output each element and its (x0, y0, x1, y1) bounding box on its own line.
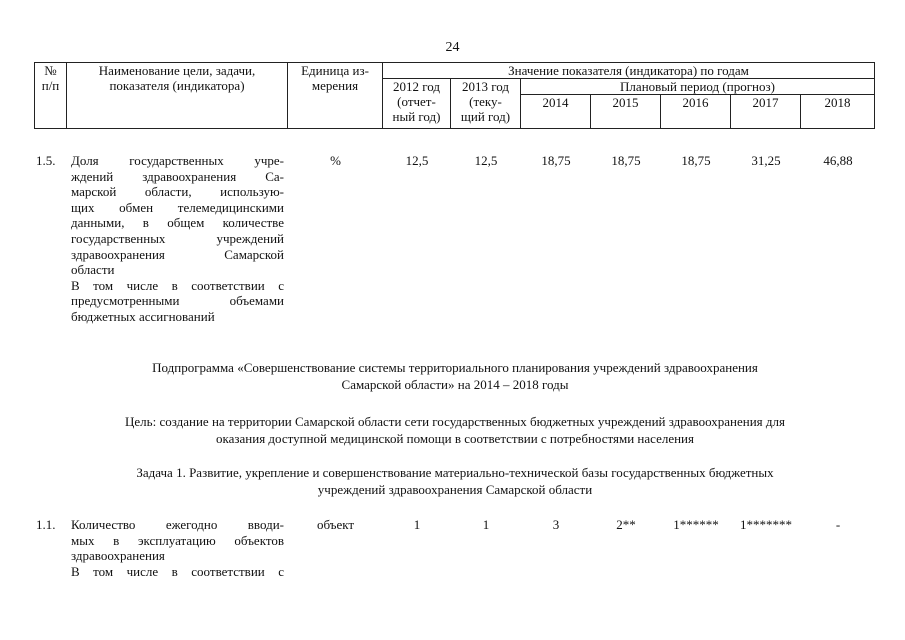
row-11-value-2017: 1******* (740, 517, 792, 532)
row-15-value-2016: 18,75 (681, 153, 711, 168)
row-15-value-2013: 12,5 (474, 153, 498, 168)
row-11-value-2015: 2** (616, 517, 636, 532)
row-15-value-2014: 18,75 (541, 153, 571, 168)
header-col-number: № п/п (35, 63, 67, 129)
row-11-value-2016: 1****** (673, 517, 719, 532)
task-text: Задача 1. Развитие, укрепление и совершенствование материально-технической базы государственных бюджетных учреждений здравоохранения Самарской области (136, 465, 774, 497)
header-plan-year: 2014 (521, 95, 591, 129)
row-15-value-2018: 46,88 (823, 153, 853, 168)
row-11-value-2012: 1 (413, 517, 421, 532)
header-year-2012: 2012 год (отчет- ный год) (383, 79, 451, 129)
header-plan-year: 2018 (801, 95, 875, 129)
header-plan-year: 2017 (731, 95, 801, 129)
row-15-unit: % (330, 153, 341, 168)
row-15-value-2015: 18,75 (611, 153, 641, 168)
page-number: 24 (445, 40, 460, 55)
row-11-number: 1.1. (36, 517, 56, 532)
header-plan-year: 2015 (591, 95, 661, 129)
header-values-group: Значение показателя (индикатора) по годам (383, 63, 875, 79)
row-11-value-2014: 3 (552, 517, 560, 532)
row-11-value-2013: 1 (482, 517, 490, 532)
row-15-name: Доля государственных учре- ждений здравоохранения Са- марской области, использую- щих обмен телемедицинскими данными, в общем количестве государственных учреждений здравоохранения Самарской области В том числе в соответствии с предусмотренными объемами бюджетных ассигнований (71, 153, 284, 324)
row-15-value-2017: 31,25 (751, 153, 781, 168)
subprogram-title: Подпрограмма «Совершенствование системы территориального планирования учреждений здравоохранения Самарской области» на 2014 – 2018 годы (152, 360, 758, 392)
row-15-number: 1.5. (36, 153, 56, 168)
header-year-2013: 2013 год (теку- щий год) (451, 79, 521, 129)
header-plan-year: 2016 (661, 95, 731, 129)
goal-text: Цель: создание на территории Самарской области сети государственных бюджетных учреждений здравоохранения для оказания доступной медицинской помощи в соответствии с потребностями населения (125, 414, 785, 446)
row-11-name: Количество ежегодно вводи- мых в эксплуатацию объектов здравоохранения В том числе в соответствии с (71, 517, 284, 579)
header-plan-group: Плановый период (прогноз) (521, 79, 875, 95)
row-11-unit: объект (316, 517, 355, 532)
table-header (34, 62, 875, 129)
row-11-value-2018: - (835, 517, 841, 532)
header-col-unit: Единица из- мерения (288, 63, 383, 129)
row-15-value-2012: 12,5 (405, 153, 429, 168)
header-col-name: Наименование цели, задачи, показателя (индикатора) (67, 63, 288, 129)
